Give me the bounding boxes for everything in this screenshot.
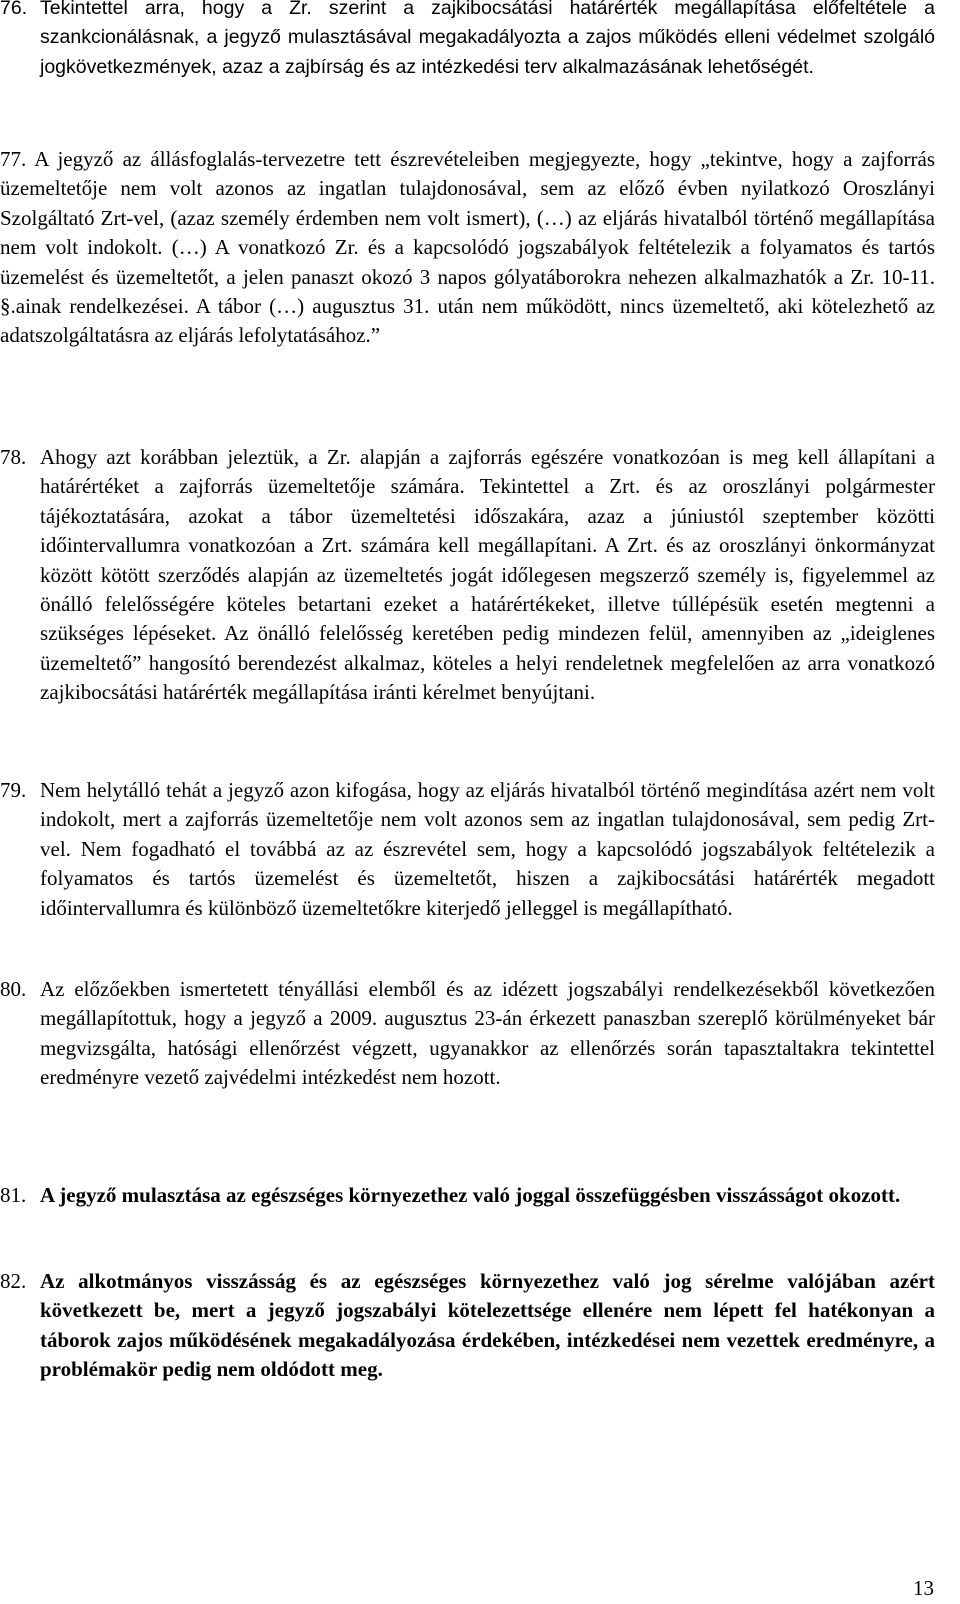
paragraph-text: Nem helytálló tehát a jegyző azon kifogása, hogy az eljárás hivatalból történő megindítása azért nem volt indokolt, mert a zajforrás üzemeltetője nem volt azonos sem az ingatlan tulajdonosával, sem pedig Zrt-vel. Nem fogadható el továbbá az az észrevétel sem, hogy a kapcsolódó jogszabályok feltételezik a folyamatos és tartós üzemelést és üzemeltetőt, hiszen a zajkibocsátási határérték megadott időintervallumra és különböző üzemeltetőkre kiterjedő jelleggel is megállapítható. — [40, 778, 935, 920]
paragraph-81 — [0, 1181, 935, 1210]
paragraph-79 — [0, 776, 935, 923]
paragraph-text: Tekintettel arra, hogy a Zr. szerint a zajkibocsátási határérték megállapítása előfeltétele a szankcionálásnak, a jegyző mulasztásával megakadályozta a zajos működés elleni védelmet szolgáló jogkövetkezmények, azaz a zajbírság és az intézkedési terv alkalmazásának lehetőségét. — [40, 0, 935, 78]
page-number: 13 — [913, 1576, 934, 1600]
paragraph-number: 80. — [0, 977, 27, 1001]
paragraph-text: Az alkotmányos visszásság és az egészséges környezethez való jog sérelme valójában azért következett be, mert a jegyző jogszabályi kötelezettsége ellenére nem lépett fel hatékonyan a táborok zajos működésének megakadályozása érdekében, intézkedései nem vezettek eredményre, a problémakör pedig nem oldódott meg. — [40, 1269, 935, 1382]
paragraph-number: 82. — [0, 1269, 27, 1293]
paragraph-number: 77. — [0, 147, 27, 171]
paragraph-number: 78. — [0, 445, 27, 469]
paragraph-number: 81. — [0, 1183, 27, 1207]
paragraph-76 — [0, 0, 935, 82]
paragraph-number: 76. — [0, 0, 28, 19]
paragraph-text: Az előzőekben ismertetett tényállási elemből és az idézett jogszabályi rendelkezésekből következően megállapítottuk, hogy a jegyző a 2009. augusztus 23-án érkezett panaszban szereplő körülményeket bár megvizsgálta, hatósági ellenőrzést végzett, ugyanakkor az ellenőrzés során tapasztaltakra tekintettel eredményre vezető zajvédelmi intézkedést nem hozott. — [40, 977, 935, 1090]
paragraph-number: 79. — [0, 778, 27, 802]
paragraph-text: A jegyző mulasztása az egészséges környezethez való joggal összefüggésben visszásságot okozott. — [40, 1183, 901, 1207]
paragraph-77 — [0, 145, 935, 351]
paragraph-78 — [0, 443, 935, 708]
paragraph-82 — [0, 1267, 935, 1385]
paragraph-text: Ahogy azt korábban jeleztük, a Zr. alapján a zajforrás egészére vonatkozóan is meg kell állapítani a határértéket a zajforrás üzemeltetője számára. Tekintettel a Zrt. és az oroszlányi polgármester tájékoztatására, azokat a tábor üzemeltetési időszakára, azaz a júniustól szeptember közötti időintervallumra vonatkozóan a Zrt. számára kell megállapítani. A Zrt. és az oroszlányi önkormányzat között kötött szerződés alapján az üzemeltetés jogát időlegesen megszerző személy is, figyelemmel az önálló felelősségére köteles betartani ezeket a határértékeket, illetve túllépésük esetén megtenni a szükséges lépéseket. Az önálló felelősség keretében pedig mindezen felül, amennyiben az „ideiglenes üzemeltető” hangosító berendezést alkalmaz, köteles a helyi rendeletnek megfelelően az arra vonatkozó zajkibocsátási határérték megállapítása iránti kérelmet benyújtani. — [40, 445, 935, 705]
paragraph-text: A jegyző az állásfoglalás-tervezetre tett észrevételeiben megjegyezte, hogy „tekintve, hogy a zajforrás üzemeltetője nem volt azonos az ingatlan tulajdonosával, sem az előző évben nyilatkozó Oroszlányi Szolgáltató Zrt-vel, (azaz személy érdemben nem volt ismert), (…) az eljárás hivatalból történő megállapítása nem volt indokolt. (…) A vonatkozó Zr. és a kapcsolódó jogszabályok feltételezik a folyamatos és tartós üzemelést és üzemeltetőt, a jelen panaszt okozó 3 napos gólyatáborokra nehezen alkalmazhatók a Zr. 10-11. §.ainak rendelkezései. A tábor (…) augusztus 31. után nem működött, nincs üzemeltető, aki kötelezhető az adatszolgáltatásra az eljárás lefolytatásához.” — [0, 147, 936, 348]
paragraph-80 — [0, 975, 935, 1093]
